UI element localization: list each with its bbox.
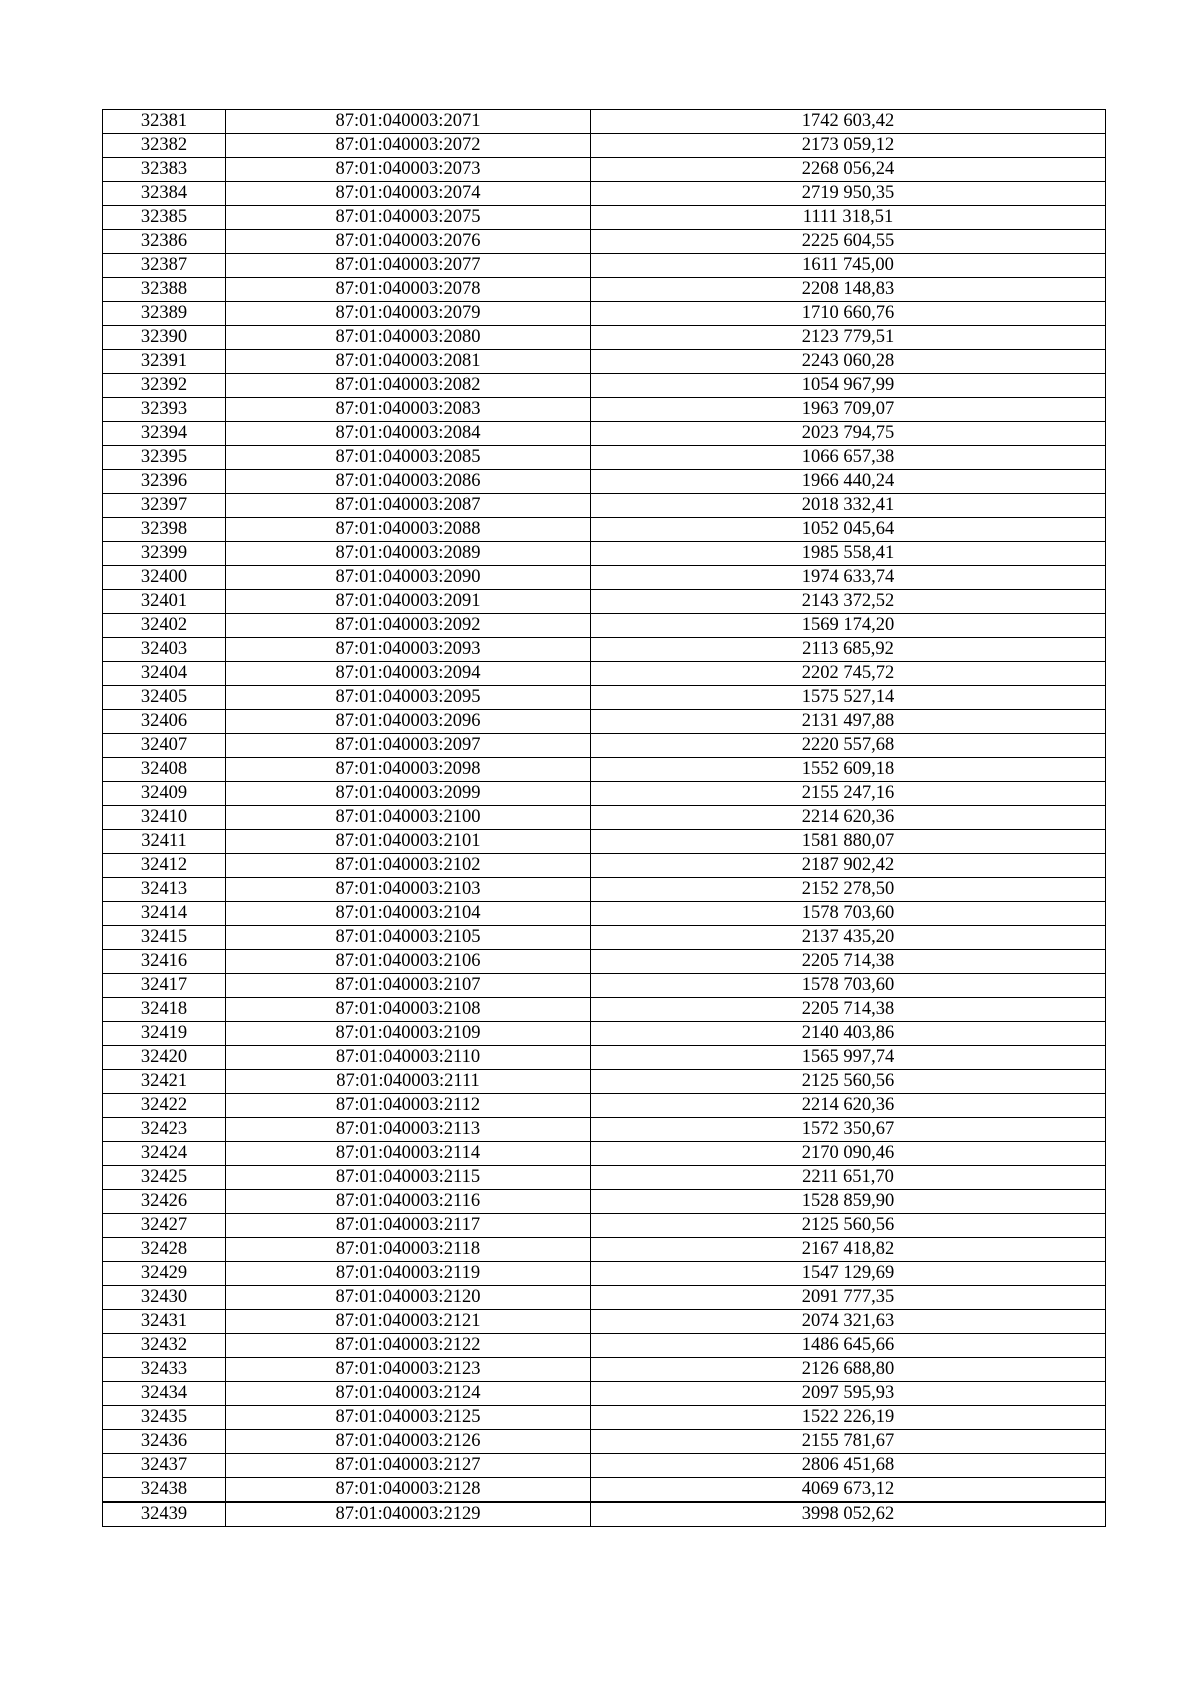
table-row [103,566,1106,590]
cadastral-number-cell: 87:01:040003:2081 [226,350,591,374]
row-number-cell: 32384 [103,182,226,206]
row-number-cell: 32382 [103,134,226,158]
cadastral-number-cell: 87:01:040003:2128 [226,1478,591,1503]
row-number-cell: 32400 [103,566,226,590]
cadastral-number-cell: 87:01:040003:2079 [226,302,591,326]
row-number-cell: 32398 [103,518,226,542]
row-number-cell: 32429 [103,1262,226,1286]
table-row [103,1406,1106,1430]
cadastral-value-cell: 1578 703,60 [591,902,1106,926]
row-number-cell: 32437 [103,1454,226,1478]
row-number-cell: 32396 [103,470,226,494]
cadastral-number-cell: 87:01:040003:2080 [226,326,591,350]
table-row [103,1070,1106,1094]
cadastral-number-cell: 87:01:040003:2129 [226,1502,591,1527]
cadastral-number-cell: 87:01:040003:2087 [226,494,591,518]
cadastral-number-cell: 87:01:040003:2093 [226,638,591,662]
table-row [103,1238,1106,1262]
table-row [103,806,1106,830]
cadastral-number-cell: 87:01:040003:2100 [226,806,591,830]
row-number-cell: 32420 [103,1046,226,1070]
cadastral-number-cell: 87:01:040003:2075 [226,206,591,230]
cadastral-value-cell: 1552 609,18 [591,758,1106,782]
table-row [103,1430,1106,1454]
cadastral-value-cell: 2243 060,28 [591,350,1106,374]
table-row [103,758,1106,782]
table-row [103,1478,1106,1503]
cadastral-value-cell: 2719 950,35 [591,182,1106,206]
cadastral-number-cell: 87:01:040003:2123 [226,1358,591,1382]
row-number-cell: 32435 [103,1406,226,1430]
row-number-cell: 32391 [103,350,226,374]
cadastral-number-cell: 87:01:040003:2094 [226,662,591,686]
row-number-cell: 32390 [103,326,226,350]
cadastral-number-cell: 87:01:040003:2096 [226,710,591,734]
table-row [103,1310,1106,1334]
cadastral-value-cell: 2074 321,63 [591,1310,1106,1334]
table-row [103,1262,1106,1286]
table-row [103,206,1106,230]
cadastral-number-cell: 87:01:040003:2078 [226,278,591,302]
row-number-cell: 32394 [103,422,226,446]
table-row [103,998,1106,1022]
table-row [103,878,1106,902]
cadastral-number-cell: 87:01:040003:2120 [226,1286,591,1310]
row-number-cell: 32389 [103,302,226,326]
cadastral-number-cell: 87:01:040003:2103 [226,878,591,902]
row-number-cell: 32411 [103,830,226,854]
cadastral-value-cell: 2167 418,82 [591,1238,1106,1262]
table-row [103,350,1106,374]
cadastral-value-cell: 1054 967,99 [591,374,1106,398]
table-row [103,1502,1106,1527]
cadastral-value-cell: 2170 090,46 [591,1142,1106,1166]
cadastral-number-cell: 87:01:040003:2109 [226,1022,591,1046]
table-row [103,662,1106,686]
row-number-cell: 32388 [103,278,226,302]
table-row [103,422,1106,446]
row-number-cell: 32381 [103,110,226,134]
cadastral-value-cell: 1066 657,38 [591,446,1106,470]
row-number-cell: 32387 [103,254,226,278]
cadastral-value-cell: 2214 620,36 [591,806,1106,830]
row-number-cell: 32414 [103,902,226,926]
cadastral-number-cell: 87:01:040003:2124 [226,1382,591,1406]
cadastral-number-cell: 87:01:040003:2116 [226,1190,591,1214]
cadastral-number-cell: 87:01:040003:2126 [226,1430,591,1454]
row-number-cell: 32418 [103,998,226,1022]
cadastral-value-cell: 2097 595,93 [591,1382,1106,1406]
row-number-cell: 32383 [103,158,226,182]
cadastral-number-cell: 87:01:040003:2098 [226,758,591,782]
table-row [103,398,1106,422]
table-row [103,1046,1106,1070]
row-number-cell: 32425 [103,1166,226,1190]
cadastral-value-cell: 1522 226,19 [591,1406,1106,1430]
cadastral-value-cell: 2187 902,42 [591,854,1106,878]
table-row [103,830,1106,854]
table-row [103,494,1106,518]
cadastral-number-cell: 87:01:040003:2117 [226,1214,591,1238]
cadastral-number-cell: 87:01:040003:2122 [226,1334,591,1358]
cadastral-value-cell: 2152 278,50 [591,878,1106,902]
cadastral-number-cell: 87:01:040003:2102 [226,854,591,878]
row-number-cell: 32397 [103,494,226,518]
cadastral-value-cell: 2202 745,72 [591,662,1106,686]
table-row [103,182,1106,206]
table-row [103,1214,1106,1238]
cadastral-number-cell: 87:01:040003:2071 [226,110,591,134]
row-number-cell: 32439 [103,1502,226,1527]
cadastral-value-table [102,109,1106,1527]
table-row [103,782,1106,806]
cadastral-value-cell: 2125 560,56 [591,1070,1106,1094]
table-row [103,854,1106,878]
cadastral-value-cell: 1575 527,14 [591,686,1106,710]
row-number-cell: 32432 [103,1334,226,1358]
cadastral-number-cell: 87:01:040003:2091 [226,590,591,614]
cadastral-number-cell: 87:01:040003:2095 [226,686,591,710]
cadastral-number-cell: 87:01:040003:2090 [226,566,591,590]
table-row [103,110,1106,134]
cadastral-number-cell: 87:01:040003:2106 [226,950,591,974]
cadastral-number-cell: 87:01:040003:2111 [226,1070,591,1094]
row-number-cell: 32438 [103,1478,226,1503]
table-row [103,1166,1106,1190]
table-row [103,1454,1106,1478]
table-row [103,518,1106,542]
cadastral-number-cell: 87:01:040003:2083 [226,398,591,422]
row-number-cell: 32395 [103,446,226,470]
cadastral-value-cell: 2155 781,67 [591,1430,1106,1454]
row-number-cell: 32421 [103,1070,226,1094]
row-number-cell: 32436 [103,1430,226,1454]
row-number-cell: 32407 [103,734,226,758]
cadastral-value-cell: 1528 859,90 [591,1190,1106,1214]
table-row [103,470,1106,494]
cadastral-number-cell: 87:01:040003:2118 [226,1238,591,1262]
cadastral-number-cell: 87:01:040003:2101 [226,830,591,854]
cadastral-number-cell: 87:01:040003:2112 [226,1094,591,1118]
cadastral-number-cell: 87:01:040003:2104 [226,902,591,926]
cadastral-value-cell: 1111 318,51 [591,206,1106,230]
table-row [103,1358,1106,1382]
cadastral-value-cell: 1742 603,42 [591,110,1106,134]
row-number-cell: 32431 [103,1310,226,1334]
table-row [103,278,1106,302]
table-row [103,230,1106,254]
cadastral-number-cell: 87:01:040003:2125 [226,1406,591,1430]
table-row [103,446,1106,470]
cadastral-value-cell: 2220 557,68 [591,734,1106,758]
cadastral-number-cell: 87:01:040003:2092 [226,614,591,638]
row-number-cell: 32427 [103,1214,226,1238]
table-row [103,734,1106,758]
cadastral-value-cell: 1547 129,69 [591,1262,1106,1286]
table-row [103,710,1106,734]
table-row [103,1118,1106,1142]
cadastral-value-cell: 2211 651,70 [591,1166,1106,1190]
table-row [103,134,1106,158]
cadastral-number-cell: 87:01:040003:2082 [226,374,591,398]
cadastral-number-cell: 87:01:040003:2088 [226,518,591,542]
cadastral-value-cell: 2113 685,92 [591,638,1106,662]
cadastral-value-cell: 1569 174,20 [591,614,1106,638]
cadastral-value-cell: 3998 052,62 [591,1502,1106,1527]
row-number-cell: 32399 [103,542,226,566]
row-number-cell: 32385 [103,206,226,230]
row-number-cell: 32419 [103,1022,226,1046]
row-number-cell: 32426 [103,1190,226,1214]
row-number-cell: 32428 [103,1238,226,1262]
cadastral-value-cell: 1581 880,07 [591,830,1106,854]
cadastral-value-cell: 1611 745,00 [591,254,1106,278]
cadastral-value-cell: 1974 633,74 [591,566,1106,590]
row-number-cell: 32410 [103,806,226,830]
cadastral-value-cell: 2018 332,41 [591,494,1106,518]
row-number-cell: 32423 [103,1118,226,1142]
cadastral-value-cell: 2214 620,36 [591,1094,1106,1118]
cadastral-number-cell: 87:01:040003:2085 [226,446,591,470]
row-number-cell: 32417 [103,974,226,998]
cadastral-value-cell: 2140 403,86 [591,1022,1106,1046]
cadastral-value-cell: 2123 779,51 [591,326,1106,350]
cadastral-number-cell: 87:01:040003:2127 [226,1454,591,1478]
cadastral-value-cell: 1572 350,67 [591,1118,1106,1142]
table-row [103,614,1106,638]
cadastral-value-cell: 1963 709,07 [591,398,1106,422]
row-number-cell: 32402 [103,614,226,638]
table-row [103,254,1106,278]
table-row [103,1382,1106,1406]
cadastral-number-cell: 87:01:040003:2089 [226,542,591,566]
table-row [103,158,1106,182]
row-number-cell: 32430 [103,1286,226,1310]
cadastral-number-cell: 87:01:040003:2115 [226,1166,591,1190]
cadastral-value-cell: 2137 435,20 [591,926,1106,950]
cadastral-value-cell: 2143 372,52 [591,590,1106,614]
cadastral-value-cell: 4069 673,12 [591,1478,1106,1503]
row-number-cell: 32393 [103,398,226,422]
cadastral-number-cell: 87:01:040003:2107 [226,974,591,998]
cadastral-value-cell: 2208 148,83 [591,278,1106,302]
table-row [103,302,1106,326]
cadastral-value-cell: 2023 794,75 [591,422,1106,446]
cadastral-value-cell: 1565 997,74 [591,1046,1106,1070]
cadastral-value-cell: 2126 688,80 [591,1358,1106,1382]
cadastral-number-cell: 87:01:040003:2114 [226,1142,591,1166]
cadastral-number-cell: 87:01:040003:2097 [226,734,591,758]
table-body [103,110,1106,1527]
cadastral-number-cell: 87:01:040003:2110 [226,1046,591,1070]
cadastral-number-cell: 87:01:040003:2113 [226,1118,591,1142]
row-number-cell: 32422 [103,1094,226,1118]
cadastral-number-cell: 87:01:040003:2099 [226,782,591,806]
cadastral-value-cell: 1052 045,64 [591,518,1106,542]
cadastral-value-cell: 2173 059,12 [591,134,1106,158]
table-row [103,950,1106,974]
cadastral-number-cell: 87:01:040003:2077 [226,254,591,278]
cadastral-number-cell: 87:01:040003:2119 [226,1262,591,1286]
table-row [103,902,1106,926]
row-number-cell: 32409 [103,782,226,806]
cadastral-value-cell: 2155 247,16 [591,782,1106,806]
cadastral-number-cell: 87:01:040003:2105 [226,926,591,950]
cadastral-value-cell: 1985 558,41 [591,542,1106,566]
row-number-cell: 32404 [103,662,226,686]
cadastral-value-cell: 2205 714,38 [591,950,1106,974]
table-row [103,1142,1106,1166]
row-number-cell: 32412 [103,854,226,878]
row-number-cell: 32433 [103,1358,226,1382]
cadastral-value-cell: 2131 497,88 [591,710,1106,734]
cadastral-number-cell: 87:01:040003:2108 [226,998,591,1022]
table-row [103,638,1106,662]
row-number-cell: 32413 [103,878,226,902]
table-row [103,542,1106,566]
table-row [103,1022,1106,1046]
cadastral-value-cell: 1486 645,66 [591,1334,1106,1358]
cadastral-number-cell: 87:01:040003:2074 [226,182,591,206]
row-number-cell: 32386 [103,230,226,254]
cadastral-value-cell: 2205 714,38 [591,998,1106,1022]
row-number-cell: 32415 [103,926,226,950]
cadastral-value-cell: 2125 560,56 [591,1214,1106,1238]
cadastral-number-cell: 87:01:040003:2073 [226,158,591,182]
table-row [103,1190,1106,1214]
row-number-cell: 32416 [103,950,226,974]
row-number-cell: 32401 [103,590,226,614]
row-number-cell: 32406 [103,710,226,734]
row-number-cell: 32424 [103,1142,226,1166]
row-number-cell: 32434 [103,1382,226,1406]
table-row [103,590,1106,614]
cadastral-value-cell: 2268 056,24 [591,158,1106,182]
cadastral-number-cell: 87:01:040003:2084 [226,422,591,446]
cadastral-number-cell: 87:01:040003:2072 [226,134,591,158]
table-row [103,326,1106,350]
table-row [103,374,1106,398]
table-row [103,1286,1106,1310]
cadastral-value-cell: 1966 440,24 [591,470,1106,494]
cadastral-number-cell: 87:01:040003:2086 [226,470,591,494]
table-row [103,1334,1106,1358]
table-row [103,686,1106,710]
row-number-cell: 32408 [103,758,226,782]
row-number-cell: 32392 [103,374,226,398]
cadastral-value-cell: 1710 660,76 [591,302,1106,326]
cadastral-value-cell: 2806 451,68 [591,1454,1106,1478]
cadastral-value-cell: 2225 604,55 [591,230,1106,254]
table-row [103,1094,1106,1118]
cadastral-number-cell: 87:01:040003:2121 [226,1310,591,1334]
table-row [103,926,1106,950]
table-row [103,974,1106,998]
cadastral-value-cell: 2091 777,35 [591,1286,1106,1310]
cadastral-number-cell: 87:01:040003:2076 [226,230,591,254]
row-number-cell: 32403 [103,638,226,662]
cadastral-value-cell: 1578 703,60 [591,974,1106,998]
row-number-cell: 32405 [103,686,226,710]
